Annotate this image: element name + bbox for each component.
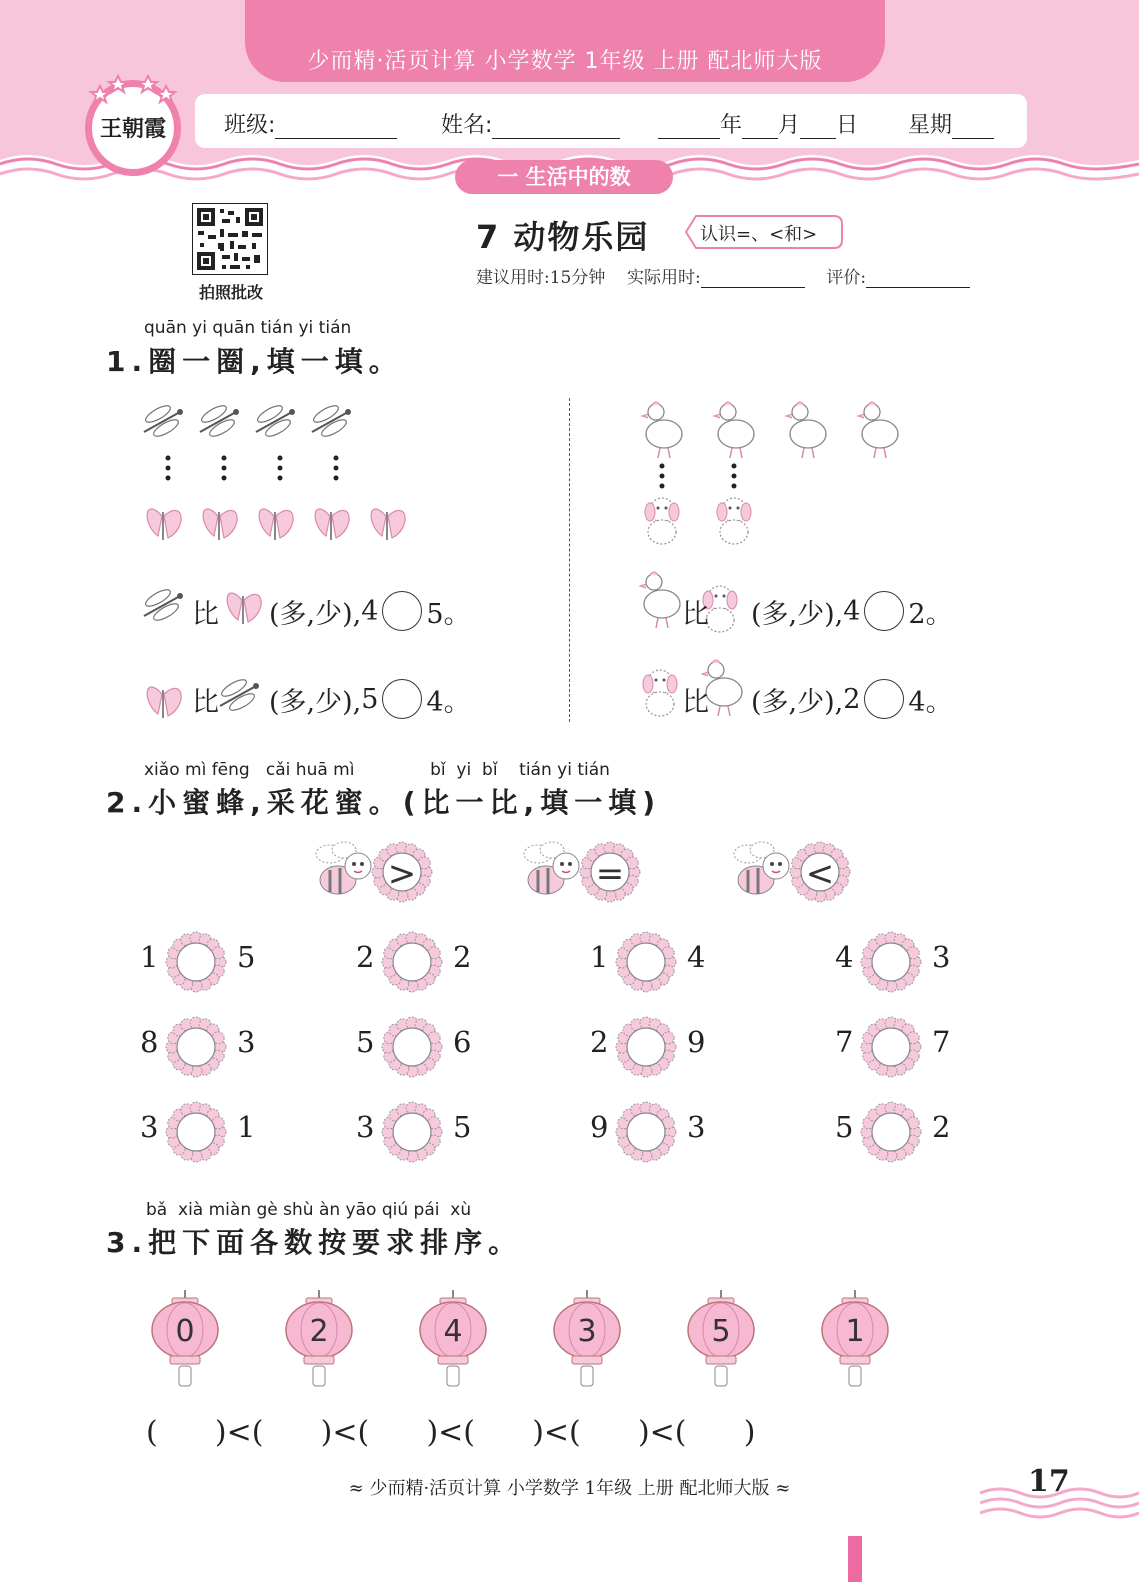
flower-answer-blank[interactable] <box>380 1100 444 1164</box>
weekday-field[interactable]: 星期 <box>908 108 994 139</box>
q1-title: 1.圈一圈,填一填。 <box>106 345 403 378</box>
flower-answer-blank[interactable] <box>164 1015 228 1079</box>
order-answer-row[interactable]: ( )<( )<( )<( )<( )<( ) <box>146 1415 756 1450</box>
logo-text: 王朝霞 <box>99 117 167 142</box>
qr-code-icon[interactable] <box>192 203 268 275</box>
compare-right-number: 6 <box>453 1025 472 1059</box>
flower-answer-blank[interactable] <box>859 1015 923 1079</box>
q2-pinyin: xiǎo mì fēng cǎi huā mì bǐ yi bǐ tián yi tián <box>144 760 610 780</box>
flower-answer-blank[interactable] <box>380 1015 444 1079</box>
lesson-title: 7 动物乐园 <box>476 218 650 256</box>
comparison-symbol: > <box>387 854 417 894</box>
answer-circle[interactable] <box>382 679 422 719</box>
compare-right-number: 4 <box>687 940 706 974</box>
compare-right-number: 3 <box>687 1110 706 1144</box>
compare-left-number: 1 <box>590 940 609 974</box>
compare-left-number: 8 <box>140 1025 159 1059</box>
q1-pinyin: quān yi quān tián yi tián <box>144 318 352 338</box>
compare-left-number: 2 <box>356 940 375 974</box>
flower-answer-blank[interactable] <box>164 930 228 994</box>
name-field[interactable]: 姓名: <box>441 108 620 139</box>
flower-answer-blank[interactable] <box>859 1100 923 1164</box>
compare-left-number: 3 <box>140 1110 159 1144</box>
compare-right-number: 3 <box>932 940 951 974</box>
footer-text: ≈ 少而精·活页计算 小学数学 1年级 上册 配北师大版 ≈ <box>348 1478 791 1499</box>
compare-left-number: 1 <box>140 940 159 974</box>
compare-right-number: 5 <box>453 1110 472 1144</box>
answer-circle[interactable] <box>382 591 422 631</box>
bee-with-symbol <box>524 842 640 902</box>
q1-divider <box>569 398 570 722</box>
compare-right-number: 2 <box>932 1110 951 1144</box>
lantern-number: 4 <box>443 1314 463 1349</box>
lesson-tag-text: 认识=、<和> <box>700 224 818 245</box>
compare-right-number: 7 <box>932 1025 951 1059</box>
date-field[interactable]: 年 月 日 <box>658 108 858 139</box>
compare-left-number: 5 <box>835 1110 854 1144</box>
publisher-logo <box>78 70 188 180</box>
flower-answer-blank[interactable] <box>164 1100 228 1164</box>
q1-left-line2: 比 (多,少), 5 4。 <box>192 679 471 719</box>
page-wave <box>980 1483 1139 1523</box>
q1-right-line2: 比 (多,少), 2 4。 <box>682 679 953 719</box>
flower-answer-blank[interactable] <box>614 1100 678 1164</box>
lantern <box>686 1290 756 1390</box>
compare-right-number: 2 <box>453 940 472 974</box>
lantern <box>820 1290 890 1390</box>
compare-left-number: 9 <box>590 1110 609 1144</box>
q3-pinyin: bǎ xià miàn gè shù àn yāo qiú pái xù <box>146 1200 472 1220</box>
lantern-number: 0 <box>175 1314 195 1349</box>
lantern-number: 2 <box>309 1314 329 1349</box>
flower-answer-blank[interactable] <box>614 1015 678 1079</box>
flower-answer-blank[interactable] <box>859 930 923 994</box>
q3-title: 3.把下面各数按要求排序。 <box>106 1226 523 1259</box>
bee-with-symbol <box>316 842 432 902</box>
page-number: 17 <box>1028 1464 1070 1499</box>
comparison-symbol: = <box>595 854 625 894</box>
lesson-meta: 建议用时:15分钟 实际用时: 评价: <box>476 263 970 288</box>
lantern-number: 3 <box>577 1314 597 1349</box>
compare-right-number: 9 <box>687 1025 706 1059</box>
class-field[interactable]: 班级: <box>224 108 397 139</box>
chapter-tab: 一 生活中的数 <box>455 160 673 194</box>
compare-right-number: 1 <box>237 1110 256 1144</box>
qr-caption: 拍照批改 <box>198 283 263 302</box>
series-title: 少而精·活页计算 小学数学 1年级 上册 配北师大版 <box>307 49 823 74</box>
bee-with-symbol <box>734 842 850 902</box>
flower-answer-blank[interactable] <box>380 930 444 994</box>
answer-circle[interactable] <box>864 591 904 631</box>
bee-symbol-row <box>310 838 870 908</box>
compare-right-number: 3 <box>237 1025 256 1059</box>
compare-left-number: 4 <box>835 940 854 974</box>
answer-circle[interactable] <box>864 679 904 719</box>
lantern <box>150 1290 220 1390</box>
lantern <box>552 1290 622 1390</box>
bottom-marker <box>848 1536 862 1582</box>
lantern-number: 1 <box>845 1314 865 1349</box>
lantern-number: 5 <box>711 1314 731 1349</box>
q1-left-line1: 比 (多,少), 4 5。 <box>192 591 471 631</box>
compare-left-number: 5 <box>356 1025 375 1059</box>
compare-left-number: 3 <box>356 1110 375 1144</box>
q2-title: 2.小蜜蜂,采花蜜。(比一比,填一填) <box>106 786 661 819</box>
comparison-symbol: < <box>805 854 835 894</box>
q1-right-line1: 比 (多,少), 4 2。 <box>682 591 953 631</box>
compare-left-number: 2 <box>590 1025 609 1059</box>
compare-left-number: 7 <box>835 1025 854 1059</box>
compare-right-number: 5 <box>237 940 256 974</box>
flower-answer-blank[interactable] <box>614 930 678 994</box>
lantern <box>418 1290 488 1390</box>
lantern <box>284 1290 354 1390</box>
